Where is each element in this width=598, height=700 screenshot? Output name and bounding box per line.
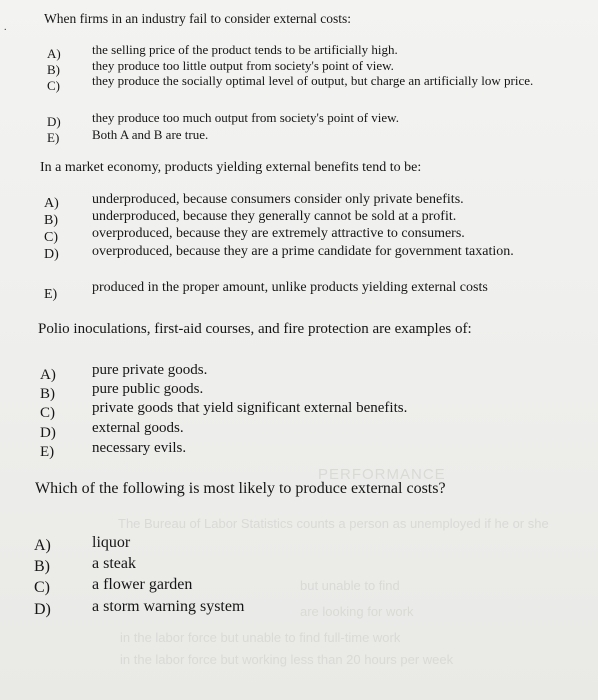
show-through-text-4: are looking for work bbox=[300, 604, 414, 619]
option-letter: D) bbox=[40, 425, 56, 441]
option-text: they produce the socially optimal level of output, but charge an artificially low price. bbox=[92, 73, 534, 88]
option-text: Both A and B are true. bbox=[92, 127, 209, 142]
option-letter: B) bbox=[34, 558, 50, 575]
option-text: a storm warning system bbox=[92, 598, 245, 615]
option-text: the selling price of the product tends to be artificially high. bbox=[92, 42, 398, 57]
question-2-stem: In a market economy, products yielding external benefits tend to be: bbox=[40, 160, 422, 175]
option-letter: C) bbox=[44, 230, 58, 245]
option-text: pure private goods. bbox=[92, 362, 208, 378]
option-text: necessary evils. bbox=[92, 440, 187, 456]
question-1-stem: When firms in an industry fail to consider external costs: bbox=[44, 11, 352, 26]
show-through-text-5: in the labor force but unable to find full-time work bbox=[120, 630, 401, 645]
option-text: private goods that yield significant external benefits. bbox=[92, 400, 408, 416]
option-letter: D) bbox=[44, 247, 59, 262]
option-text: liquor bbox=[92, 534, 131, 551]
option-letter: A) bbox=[34, 537, 51, 554]
question-4-stem: Which of the following is most likely to produce external costs? bbox=[35, 480, 446, 497]
option-text: underproduced, because consumers consider only private benefits. bbox=[92, 192, 464, 207]
option-letter: A) bbox=[44, 196, 59, 211]
question-3-stem: Polio inoculations, first-aid courses, and fire protection are examples of: bbox=[38, 321, 472, 337]
show-through-text-6: in the labor force but working less than 20 hours per week bbox=[120, 652, 454, 667]
option-letter: D) bbox=[34, 601, 51, 618]
option-text: pure public goods. bbox=[92, 381, 204, 397]
option-text: overproduced, because they are extremely attractive to consumers. bbox=[92, 226, 465, 241]
option-letter: B) bbox=[47, 62, 60, 77]
option-text: overproduced, because they are a prime candidate for government taxation. bbox=[92, 244, 514, 259]
option-text: a steak bbox=[92, 555, 136, 572]
option-letter: B) bbox=[40, 386, 55, 402]
option-letter: A) bbox=[47, 46, 61, 61]
show-through-text-2: The Bureau of Labor Statistics counts a person as unemployed if he or she bbox=[118, 516, 549, 531]
option-letter: E) bbox=[47, 130, 60, 145]
option-text: underproduced, because they generally cannot be sold at a profit. bbox=[92, 209, 457, 224]
option-text: external goods. bbox=[92, 420, 184, 436]
show-through-text-1: PERFORMANCE bbox=[318, 466, 446, 483]
option-text: they produce too little output from society's point of view. bbox=[92, 58, 394, 73]
option-letter: E) bbox=[40, 444, 55, 460]
edge-mark: . bbox=[4, 22, 7, 33]
option-letter: B) bbox=[44, 213, 58, 228]
option-letter: C) bbox=[47, 78, 60, 93]
option-text: a flower garden bbox=[92, 576, 193, 593]
show-through-text-3: but unable to find bbox=[300, 578, 400, 593]
option-text: they produce too much output from society's point of view. bbox=[92, 110, 399, 125]
option-letter: A) bbox=[40, 367, 56, 383]
option-letter: D) bbox=[47, 114, 61, 129]
option-letter: C) bbox=[40, 405, 55, 421]
option-letter: E) bbox=[44, 287, 58, 302]
option-text: produced in the proper amount, unlike products yielding external costs bbox=[92, 280, 488, 295]
option-letter: C) bbox=[34, 579, 50, 596]
